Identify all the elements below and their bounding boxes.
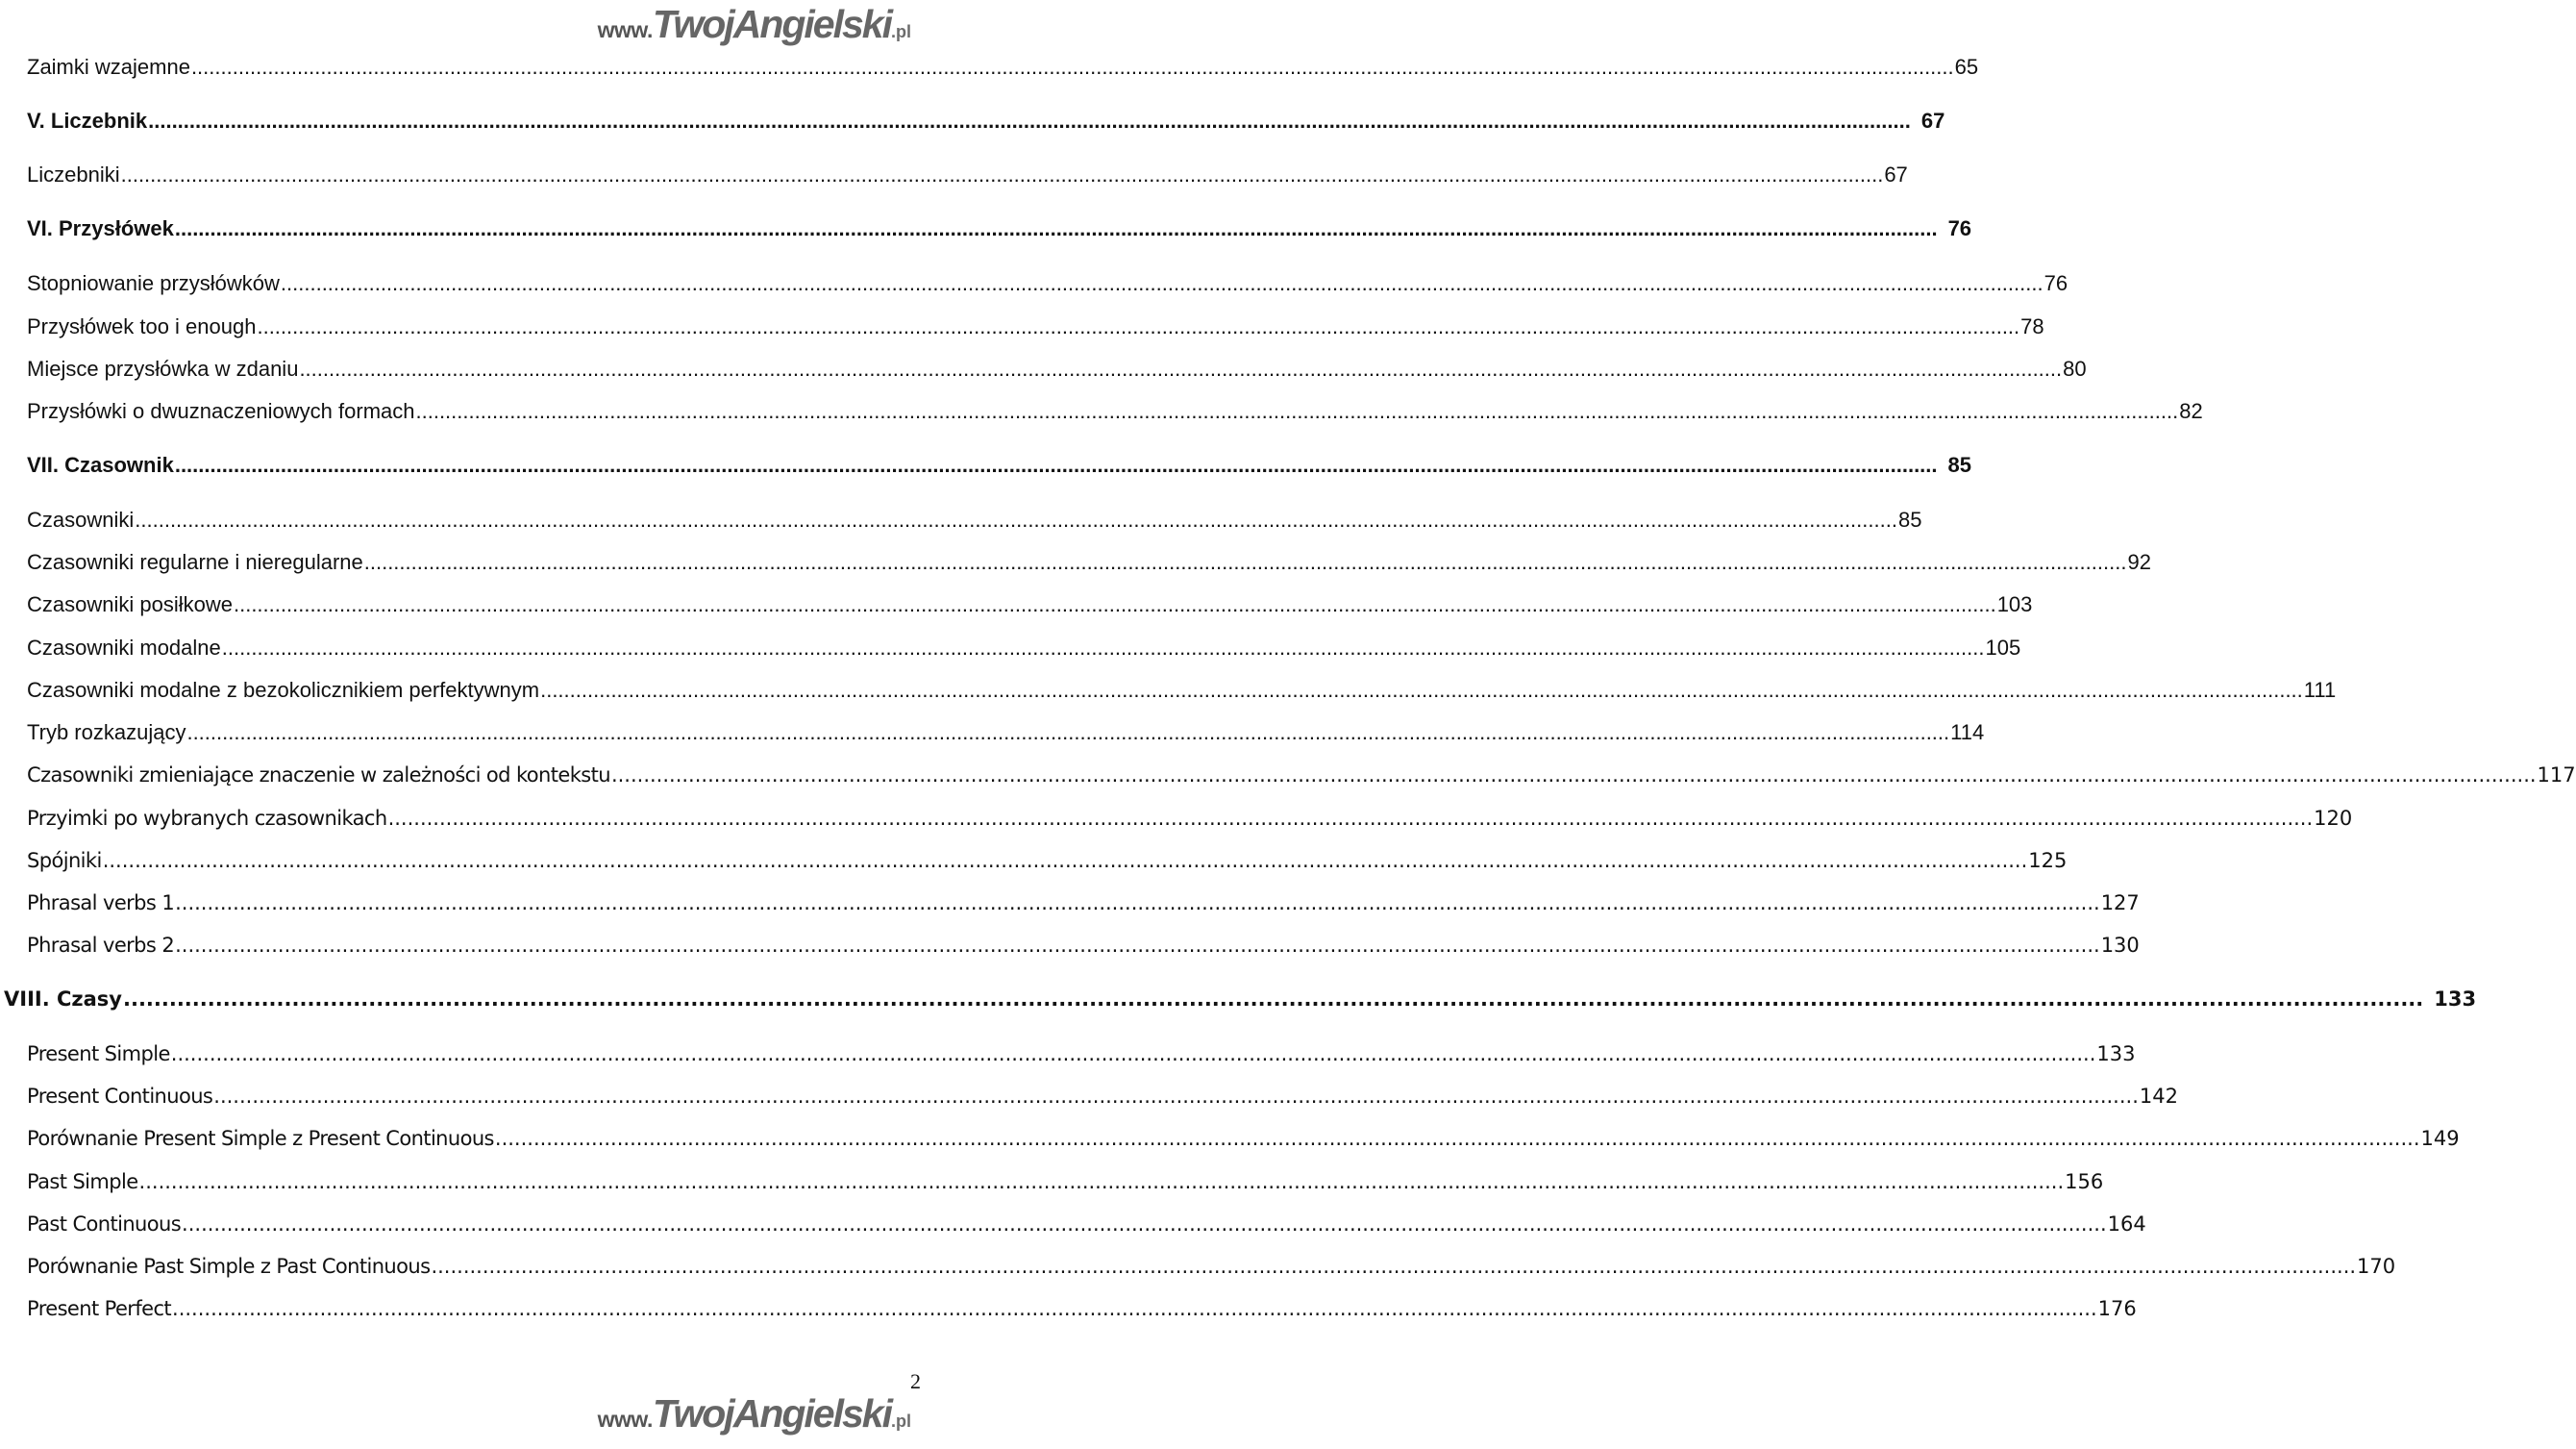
toc-dot-leader: ............................................................................................................................................................................................................................................................................................................ (170, 1042, 2096, 1065)
toc-entry-title: Spójniki (27, 849, 102, 872)
toc-chapter[interactable] (4, 986, 2477, 1012)
toc-page-number: 120 (2314, 807, 2353, 830)
toc-page-number: 67 (1920, 109, 1945, 133)
toc-entry[interactable] (27, 356, 2087, 383)
toc-entry-title: Stopniowanie przysłówków (27, 271, 280, 295)
toc-page-number: 85 (1897, 508, 1922, 532)
toc-dot-leader: ............................................................................................................................................................................................................................................................................................................ (415, 399, 2179, 423)
toc-entry-title: Phrasal verbs 1 (27, 891, 175, 914)
toc-dot-leader: ............................................................................................................................................................................................................................................................................................................ (257, 314, 2020, 338)
toc-entry-title: Czasowniki (27, 508, 135, 532)
toc-entry-title: Przyimki po wybranych czasownikach (27, 807, 387, 830)
toc-dot-leader: ............................................................................................................................................................................................................................................................................................................ (172, 1297, 2097, 1320)
toc-dot-leader: ............................................................................................................................................................................................................................................................................................................ (431, 1255, 2357, 1278)
toc-entry-title: Czasowniki regularne i nieregularne (27, 550, 363, 574)
toc-page-number: 114 (1950, 720, 1985, 744)
toc-page-number: 92 (2127, 550, 2151, 574)
toc-page-number: 176 (2097, 1297, 2137, 1320)
toc-dot-leader: ............................................................................................................................................................................................................................................................................................................ (182, 1212, 2107, 1236)
toc-page-number: 105 (1985, 636, 2021, 660)
toc-dot-leader: ............................................................................................................................................................................................................................................................................................................ (148, 109, 1911, 133)
toc-entry[interactable] (27, 591, 2033, 618)
toc-entry[interactable] (27, 677, 2337, 704)
site-logo-footer (598, 1391, 911, 1437)
toc-dot-leader: ............................................................................................................................................................................................................................................................................................................ (175, 934, 2100, 957)
toc-page-number: 156 (2065, 1170, 2104, 1193)
toc-entry[interactable] (27, 847, 2068, 874)
toc-entry[interactable] (27, 932, 2140, 959)
toc-page-number: 127 (2100, 891, 2140, 914)
toc-entry-title: Czasowniki modalne z bezokolicznikiem perfektywnym (27, 678, 540, 702)
toc-dot-leader: ............................................................................................................................................................................................................................................................................................................ (138, 1170, 2065, 1193)
toc-entry-title: Czasowniki posiłkowe (27, 592, 233, 616)
toc-entry[interactable] (27, 162, 1908, 188)
toc-entry-title: Liczebniki (27, 162, 120, 187)
toc-entry[interactable] (27, 398, 2203, 425)
toc-page-number: 117 (2537, 763, 2576, 787)
toc-entry-title: Present Perfect (27, 1297, 172, 1320)
toc-dot-leader: ............................................................................................................................................................................................................................................................................................................ (175, 891, 2100, 914)
toc-dot-leader: ............................................................................................................................................................................................................................................................................................................ (221, 636, 1985, 660)
toc-dot-leader: ............................................................................................................................................................................................................................................................................................................ (233, 592, 1996, 616)
toc-entry-title: Zaimki wzajemne (27, 55, 190, 79)
toc-entry-title: Porównanie Present Simple z Present Continuous (27, 1127, 494, 1150)
toc-entry-title: Czasowniki modalne (27, 636, 221, 660)
toc-page-number: 170 (2357, 1255, 2396, 1278)
toc-entry[interactable] (27, 1125, 2460, 1152)
toc-dot-leader: ............................................................................................................................................................................................................................................................................................................ (190, 55, 1954, 79)
toc-page-number: 80 (2063, 357, 2087, 381)
toc-dot-leader: ............................................................................................................................................................................................................................................................................................................ (213, 1085, 2139, 1108)
toc-entry[interactable] (27, 762, 2576, 788)
toc-page-number: 76 (2043, 271, 2068, 295)
toc-dot-leader: ............................................................................................................................................................................................................................................................................................................ (122, 987, 2424, 1011)
toc-entry[interactable] (27, 54, 1979, 81)
toc-entry-title: Present Continuous (27, 1085, 213, 1108)
toc-page-number: 82 (2179, 399, 2203, 423)
toc-entry-title: Przysłówek too i enough (27, 314, 257, 338)
toc-dot-leader: ............................................................................................................................................................................................................................................................................................................ (494, 1127, 2420, 1150)
toc-page-number: 133 (2434, 987, 2477, 1011)
toc-entry[interactable] (27, 313, 2044, 340)
site-logo-header (598, 2, 911, 47)
toc-entry[interactable] (27, 549, 2151, 576)
toc-entry-title: Przysłówki o dwuznaczeniowych formach (27, 399, 415, 423)
toc-page-number: 103 (1996, 592, 2033, 616)
toc-chapter[interactable] (27, 452, 1972, 479)
page-number: 2 (910, 1369, 921, 1393)
toc-page-number: 125 (2028, 849, 2068, 872)
logo-www: www. (597, 1407, 653, 1432)
toc-chapter[interactable] (27, 108, 1945, 135)
toc-entry-title: Past Continuous (27, 1212, 182, 1236)
toc-entry-title: Phrasal verbs 2 (27, 934, 175, 957)
toc-page-number: 149 (2420, 1127, 2460, 1150)
toc-entry[interactable] (27, 889, 2140, 916)
toc-entry[interactable] (27, 1083, 2178, 1110)
toc-page-number: 111 (2303, 678, 2337, 702)
toc-page-number: 78 (2020, 314, 2044, 338)
toc-dot-leader: ............................................................................................................................................................................................................................................................................................................ (540, 678, 2303, 702)
logo-brand: TwojAngielski (652, 1391, 891, 1436)
toc-entry[interactable] (27, 1211, 2146, 1237)
toc-entry[interactable] (27, 1040, 2136, 1067)
logo-www: www. (597, 17, 653, 42)
logo-tld: .pl (891, 1412, 911, 1431)
toc-page-number: 130 (2100, 934, 2140, 957)
toc-dot-leader: ............................................................................................................................................................................................................................................................................................................ (387, 807, 2314, 830)
toc-dot-leader: ............................................................................................................................................................................................................................................................................................................ (280, 271, 2043, 295)
toc-entry-title: Present Simple (27, 1042, 170, 1065)
toc-dot-leader: ............................................................................................................................................................................................................................................................................................................ (135, 508, 1897, 532)
toc-entry-title: VI. Przysłówek (27, 216, 174, 240)
logo-brand: TwojAngielski (652, 2, 891, 46)
toc-page-number: 85 (1947, 453, 1972, 477)
toc-entry-title: Czasowniki zmieniające znaczenie w zależności od kontekstu (27, 763, 610, 787)
toc-chapter[interactable] (27, 215, 1972, 242)
toc-entry-title: Tryb rozkazujący (27, 720, 186, 744)
logo-tld: .pl (891, 22, 911, 41)
toc-dot-leader: ............................................................................................................................................................................................................................................................................................................ (174, 453, 1938, 477)
toc-entry[interactable] (27, 635, 2021, 662)
toc-page-number: 164 (2107, 1212, 2146, 1236)
toc-dot-leader: ............................................................................................................................................................................................................................................................................................................ (174, 216, 1938, 240)
toc-dot-leader: ............................................................................................................................................................................................................................................................................................................ (120, 162, 1884, 187)
toc-page-number: 76 (1947, 216, 1972, 240)
toc-dot-leader: ............................................................................................................................................................................................................................................................................................................ (102, 849, 2028, 872)
toc-entry[interactable] (27, 719, 1985, 746)
toc-dot-leader: ............................................................................................................................................................................................................................................................................................................ (186, 720, 1950, 744)
toc-page-number: 67 (1884, 162, 1908, 187)
toc-entry-title: Past Simple (27, 1170, 138, 1193)
toc-entry-title: VIII. Czasy (4, 987, 122, 1011)
toc-entry[interactable] (27, 1295, 2137, 1322)
toc-dot-leader: ............................................................................................................................................................................................................................................................................................................ (299, 357, 2063, 381)
toc-dot-leader: ............................................................................................................................................................................................................................................................................................................ (363, 550, 2127, 574)
toc-entry-title: VII. Czasownik (27, 453, 174, 477)
toc-entry[interactable] (27, 805, 2353, 832)
toc-dot-leader: ............................................................................................................................................................................................................................................................................................................ (610, 763, 2537, 787)
toc-entry[interactable] (27, 1168, 2104, 1195)
toc-entry[interactable] (27, 507, 1922, 534)
toc-page-number: 133 (2096, 1042, 2136, 1065)
toc-page-number: 65 (1954, 55, 1979, 79)
toc-entry-title: Porównanie Past Simple z Past Continuous (27, 1255, 431, 1278)
toc-entry-title: Miejsce przysłówka w zdaniu (27, 357, 299, 381)
toc-entry[interactable] (27, 1253, 2396, 1280)
toc-page-number: 142 (2139, 1085, 2178, 1108)
toc-entry-title: V. Liczebnik (27, 109, 148, 133)
toc-entry[interactable] (27, 270, 2068, 297)
